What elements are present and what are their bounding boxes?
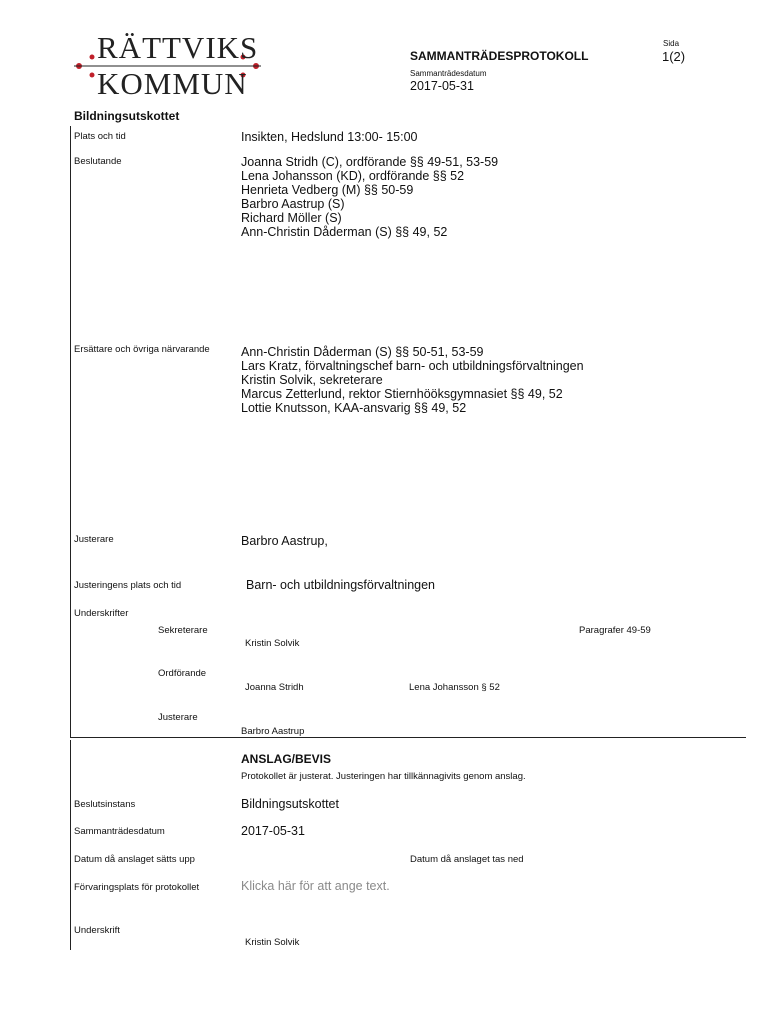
sig-adjuster-label: Justerare: [158, 712, 198, 723]
signature-name: Kristin Solvik: [245, 937, 300, 948]
storage-input[interactable]: Klicka här för att ange text.: [241, 879, 390, 893]
chair-label: Ordförande: [158, 668, 207, 679]
signature-label: Underskrift: [74, 925, 120, 936]
logo-line-1: RÄTTVIKS: [97, 30, 259, 65]
deciding-label: Beslutande: [74, 156, 122, 167]
list-item: Lottie Knutsson, KAA-ansvarig §§ 49, 52: [241, 401, 467, 415]
municipality-logo: [70, 30, 265, 100]
meeting-date-label: Sammanträdesdatum: [410, 69, 487, 78]
page-label: Sida: [663, 39, 680, 48]
notice-title: ANSLAG/BEVIS: [241, 752, 332, 766]
section-divider: [70, 737, 746, 738]
page-number: 1(2): [662, 49, 686, 64]
list-item: Lars Kratz, förvaltningschef barn- och utbildningsförvaltningen: [241, 359, 584, 373]
list-item: Marcus Zetterlund, rektor Stiernhööksgymnasiet §§ 49, 52: [241, 387, 563, 401]
adjuster-label: Justerare: [74, 534, 114, 545]
secretary-name: Kristin Solvik: [245, 638, 300, 649]
posted-date-label: Datum då anslaget sätts upp: [74, 854, 195, 865]
secretary-label: Sekreterare: [158, 625, 208, 636]
list-item: Lena Johansson (KD), ordförande §§ 52: [241, 169, 465, 183]
list-item: Richard Möller (S): [241, 211, 342, 225]
body-value: Bildningsutskottet: [241, 797, 339, 811]
chair2-name: Lena Johansson § 52: [409, 682, 500, 693]
left-rule-top: [70, 126, 71, 737]
committee-name: Bildningsutskottet: [74, 109, 180, 123]
chair-name: Joanna Stridh: [245, 682, 304, 693]
removed-date-label: Datum då anslaget tas ned: [410, 854, 524, 865]
list-item: Henrieta Vedberg (M) §§ 50-59: [241, 183, 414, 197]
notice-date-value: 2017-05-31: [241, 824, 305, 838]
others-list: [241, 345, 584, 415]
signatures-label: Underskrifter: [74, 608, 129, 619]
meeting-date-value: 2017-05-31: [410, 79, 474, 93]
logo-line-2: KOMMUN: [97, 66, 248, 101]
list-item: Kristin Solvik, sekreterare: [241, 373, 383, 387]
list-item: Joanna Stridh (C), ordförande §§ 49-51, 53-59: [241, 155, 499, 169]
notice-date-label: Sammanträdesdatum: [74, 826, 165, 837]
notice-text: Protokollet är justerat. Justeringen har tillkännagivits genom anslag.: [241, 771, 526, 782]
adjust-place-value: Barn- och utbildningsförvaltningen: [246, 578, 436, 592]
adjust-place-label: Justeringens plats och tid: [74, 580, 182, 591]
place-value: Insikten, Hedslund 13:00- 15:00: [241, 130, 418, 144]
deciding-list: [241, 155, 498, 239]
adjuster-value: Barbro Aastrup,: [241, 534, 328, 548]
list-item: Ann-Christin Dåderman (S) §§ 50-51, 53-59: [241, 345, 484, 359]
left-rule-bottom: [70, 740, 71, 950]
list-item: Ann-Christin Dåderman (S) §§ 49, 52: [241, 225, 448, 239]
doc-title: SAMMANTRÄDESPROTOKOLL: [410, 49, 589, 63]
paragraphs-range: Paragrafer 49-59: [579, 625, 651, 636]
body-label: Beslutsinstans: [74, 799, 136, 810]
place-label: Plats och tid: [74, 131, 126, 142]
sig-adjuster-name: Barbro Aastrup: [241, 726, 305, 737]
storage-label: Förvaringsplats för protokollet: [74, 882, 200, 893]
list-item: Barbro Aastrup (S): [241, 197, 345, 211]
others-label: Ersättare och övriga närvarande: [74, 344, 210, 355]
